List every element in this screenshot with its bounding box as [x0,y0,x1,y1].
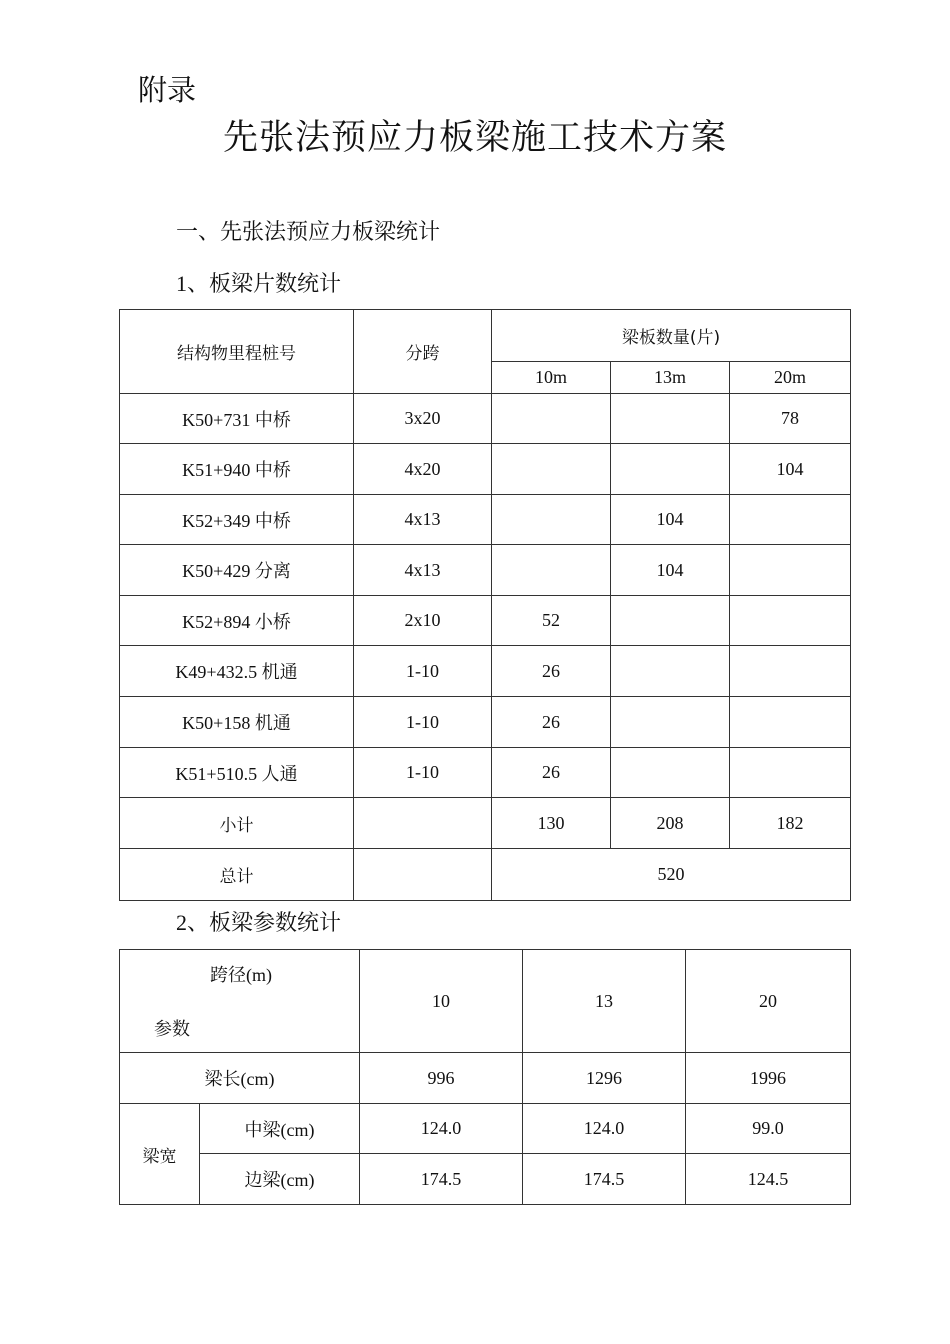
qty-20-cell: 78 [730,394,851,444]
qty-10-cell [492,394,611,444]
span-cell: 1-10 [354,697,492,748]
beam-length-20: 1996 [686,1053,851,1104]
edge-beam-13: 174.5 [523,1154,686,1205]
qty-13-cell [611,596,730,646]
qty-10-cell [492,444,611,495]
span-cell: 4x13 [354,545,492,596]
document-title: 先张法预应力板梁施工技术方案 [222,118,727,158]
subsection-heading-params: 2、板梁参数统计 [176,910,342,935]
station-cell: K52+894 小桥 [120,596,354,646]
span-cell: 4x13 [354,495,492,545]
total-value: 520 [492,849,851,901]
qty-13-cell [611,444,730,495]
table-row [120,1104,851,1154]
qty-20-cell [730,545,851,596]
station-cell: K52+349 中桥 [120,495,354,545]
qty-10-cell: 26 [492,697,611,748]
span-cell: 2x10 [354,596,492,646]
beam-length-10: 996 [360,1053,523,1104]
subtotal-13: 208 [611,798,730,849]
mid-beam-20: 99.0 [686,1104,851,1154]
table-row [120,748,851,798]
mid-beam-13: 124.0 [523,1104,686,1154]
qty-20-cell [730,697,851,748]
subtotal-row [120,798,851,849]
mid-beam-label: 中梁(cm) [200,1104,360,1154]
station-cell: K51+940 中桥 [120,444,354,495]
total-row [120,849,851,901]
header-length-10: 10m [492,362,611,394]
span-10-header: 10 [360,950,523,1053]
header-length-13: 13m [611,362,730,394]
qty-20-cell [730,495,851,545]
appendix-label: 附录 [138,73,197,107]
span-cell: 1-10 [354,748,492,798]
qty-10-cell: 26 [492,646,611,697]
qty-10-cell [492,495,611,545]
edge-beam-20: 124.5 [686,1154,851,1205]
station-cell: K49+432.5 机通 [120,646,354,697]
span-cell: 3x20 [354,394,492,444]
table-row [120,596,851,646]
subtotal-span-cell [354,798,492,849]
qty-10-cell: 52 [492,596,611,646]
table-row [120,1053,851,1104]
edge-beam-10: 174.5 [360,1154,523,1205]
qty-20-cell [730,596,851,646]
qty-13-cell [611,748,730,798]
subtotal-label: 小计 [120,798,354,849]
station-cell: K50+731 中桥 [120,394,354,444]
subsection-heading-count: 1、板梁片数统计 [176,271,342,296]
table-row [120,495,851,545]
beam-length-label: 梁长(cm) [120,1053,360,1104]
station-cell: K51+510.5 人通 [120,748,354,798]
edge-beam-label: 边梁(cm) [200,1154,360,1205]
subtotal-10: 130 [492,798,611,849]
qty-13-cell [611,646,730,697]
beam-params-table [119,949,851,1205]
table-row [120,697,851,748]
table-row [120,394,851,444]
qty-10-cell [492,545,611,596]
mid-beam-10: 124.0 [360,1104,523,1154]
qty-13-cell: 104 [611,545,730,596]
total-label: 总计 [120,849,354,901]
table-row [120,1154,851,1205]
table-row [120,545,851,596]
beam-length-13: 1296 [523,1053,686,1104]
station-cell: K50+429 分离 [120,545,354,596]
section-heading: 一、先张法预应力板梁统计 [176,220,441,245]
header-length-20: 20m [730,362,851,394]
subtotal-20: 182 [730,798,851,849]
qty-10-cell: 26 [492,748,611,798]
header-station: 结构物里程桩号 [120,310,354,394]
beam-width-label: 梁宽 [120,1104,200,1205]
qty-20-cell [730,748,851,798]
span-cell: 4x20 [354,444,492,495]
beam-count-table [119,309,851,901]
header-quantity: 梁板数量(片) [492,310,851,362]
header-span: 分跨 [354,310,492,394]
qty-13-cell [611,394,730,444]
qty-20-cell: 104 [730,444,851,495]
span-20-header: 20 [686,950,851,1053]
table-row [120,646,851,697]
qty-13-cell: 104 [611,495,730,545]
qty-20-cell [730,646,851,697]
header-span-label: 跨径(m) [210,965,272,985]
span-13-header: 13 [523,950,686,1053]
qty-13-cell [611,697,730,748]
station-cell: K50+158 机通 [120,697,354,748]
table-row [120,444,851,495]
header-param-label: 参数 [154,1019,190,1039]
span-cell: 1-10 [354,646,492,697]
diagonal-header-cell [120,950,360,1053]
total-span-cell [354,849,492,901]
